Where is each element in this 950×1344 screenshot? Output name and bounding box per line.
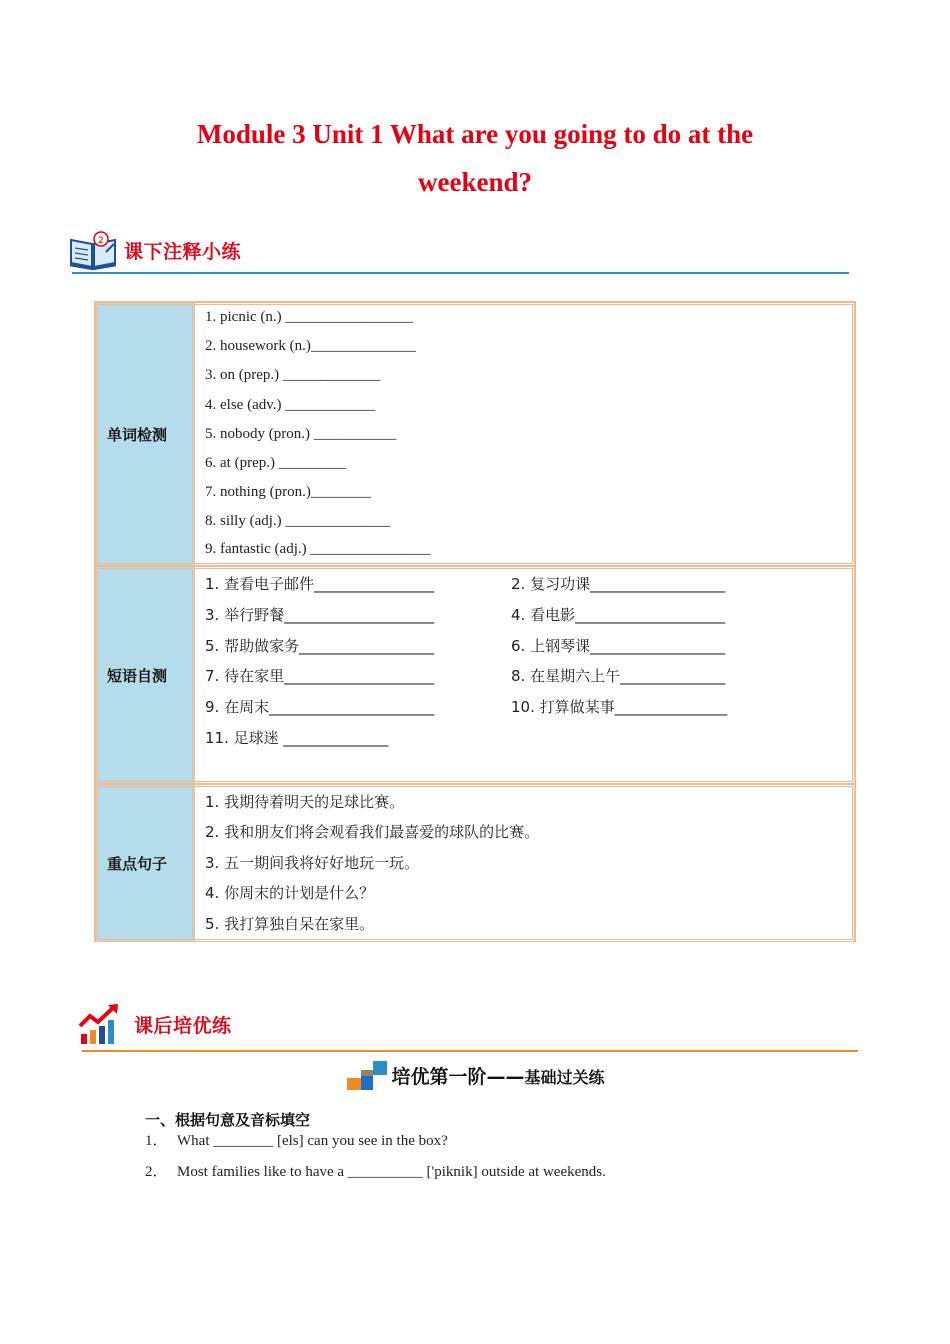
phrase-item: 10. 打算做某事_______________ [511,698,728,716]
question-text: What ________ [els] can you see in the box? [177,1133,448,1149]
row-header: 单词检测 [95,302,195,566]
phrase-item: 9. 在周末______________________ [205,698,435,716]
question-item [145,1129,448,1150]
word-item: 1. picnic (n.) _________________ [205,309,413,325]
word-item: 5. nobody (pron.) ___________ [205,426,397,442]
word-item: 3. on (prep.) _____________ [205,367,381,383]
question-number: 2． [145,1164,168,1180]
section-label: 课后培优练 [134,1014,232,1037]
word-item: 4. else (adv.) ____________ [205,397,376,413]
phrase-item: 11. 足球迷 ______________ [205,729,389,747]
review-table [94,301,856,942]
sentence-item: 3. 五一期间我将好好地玩一玩。 [205,854,420,872]
stairs-icon [345,1058,389,1092]
row-body [195,566,855,784]
level-title: 培优第一阶——基础过关练 [391,1065,605,1088]
table-row-words [95,302,855,566]
question-text: Most families like to have a __________ ['piknik] outside at weekends. [177,1164,606,1180]
svg-text:2: 2 [98,236,104,246]
word-item: 2. housework (n.)______________ [205,338,416,354]
word-item: 8. silly (adj.) ______________ [205,513,391,529]
word-item: 9. fantastic (adj.) ________________ [205,541,431,557]
section-divider [82,1050,858,1052]
phrase-item: 7. 待在家里____________________ [205,667,435,685]
table-row-sentences [95,784,855,942]
sentence-item: 5. 我打算独自呆在家里。 [205,915,375,933]
growth-chart-icon [78,1002,124,1046]
exercise-title: 一、根据句意及音标填空 [145,1111,311,1129]
section-header-practice [78,1002,232,1046]
section-divider [72,272,849,274]
page-title-line1: Module 3 Unit 1 What are you going to do at the [196,119,754,149]
sentence-item: 2. 我和朋友们将会观看我们最喜爱的球队的比赛。 [205,823,540,841]
sentence-item: 4. 你周末的计划是什么？ [205,884,375,902]
phrase-item: 6. 上钢琴课__________________ [511,637,726,655]
word-item: 7. nothing (pron.)________ [205,484,371,500]
section-header-notes [68,230,241,270]
phrase-item: 3. 举行野餐____________________ [205,606,435,624]
page-title-line2: weekend? [418,167,532,197]
phrase-item: 1. 查看电子邮件________________ [205,575,435,593]
sentence-item: 1. 我期待着明天的足球比赛。 [205,793,405,811]
row-header: 短语自测 [95,566,195,784]
table-row-phrases [95,566,855,784]
level-heading [0,1058,950,1092]
word-item: 6. at (prep.) _________ [205,455,347,471]
row-body [195,302,855,566]
row-body [195,784,855,942]
row-header: 重点句子 [95,784,195,942]
question-item [145,1160,606,1181]
phrase-item: 8. 在星期六上午______________ [511,667,726,685]
section-label: 课下注释小练 [124,240,242,263]
phrase-item: 4. 看电影____________________ [511,606,726,624]
phrase-item: 2. 复习功课__________________ [511,575,726,593]
book-icon [68,230,120,270]
question-number: 1． [145,1133,168,1149]
phrase-item: 5. 帮助做家务__________________ [205,637,435,655]
